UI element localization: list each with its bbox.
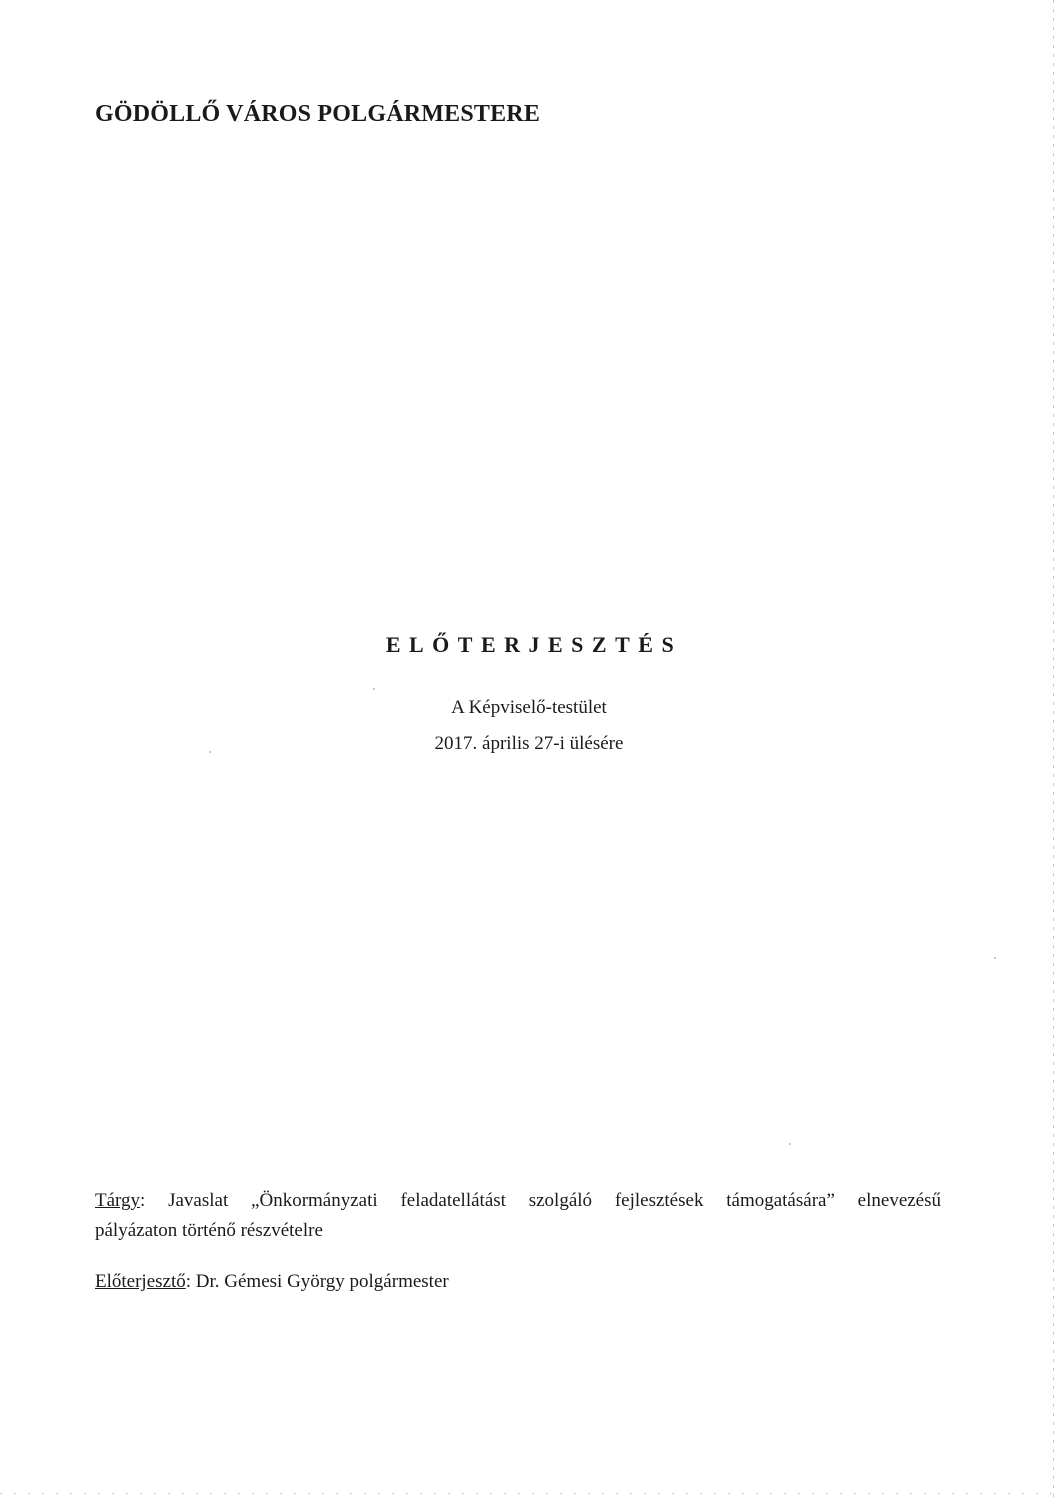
scan-speck xyxy=(209,751,211,753)
recipient-line: A Képviselő-testület xyxy=(451,697,607,718)
scan-speck xyxy=(373,688,375,690)
presenter-name: Dr. Gémesi György polgármester xyxy=(195,1271,449,1292)
subject-block xyxy=(95,1186,941,1246)
meeting-date-line: 2017. április 27-i ülésére xyxy=(434,733,624,754)
subject-line-1: Tárgy: Javaslat „Önkormányzati feladatellátást szolgáló fejlesztések támogatására” elnevezésű xyxy=(95,1190,942,1211)
issuer-heading: GÖDÖLLŐ VÁROS POLGÁRMESTERE xyxy=(95,101,541,127)
subject-label: Tárgy xyxy=(95,1190,141,1211)
scan-edge-line xyxy=(1053,0,1054,1497)
subject-text-1: Javaslat „Önkormányzati feladatellátást szolgáló fejlesztések támogatására” elnevezésű xyxy=(168,1190,942,1211)
presenter-line: Előterjesztő: Dr. Gémesi György polgármester xyxy=(95,1271,449,1292)
scan-speck xyxy=(994,957,996,959)
scan-bottom-dots xyxy=(0,1493,1058,1494)
scan-speck xyxy=(789,1143,791,1145)
document-title: ELŐTERJESZTÉS xyxy=(385,632,683,657)
subject-text-2: pályázaton történő részvételre xyxy=(95,1220,323,1241)
presenter-label: Előterjesztő xyxy=(95,1271,186,1292)
